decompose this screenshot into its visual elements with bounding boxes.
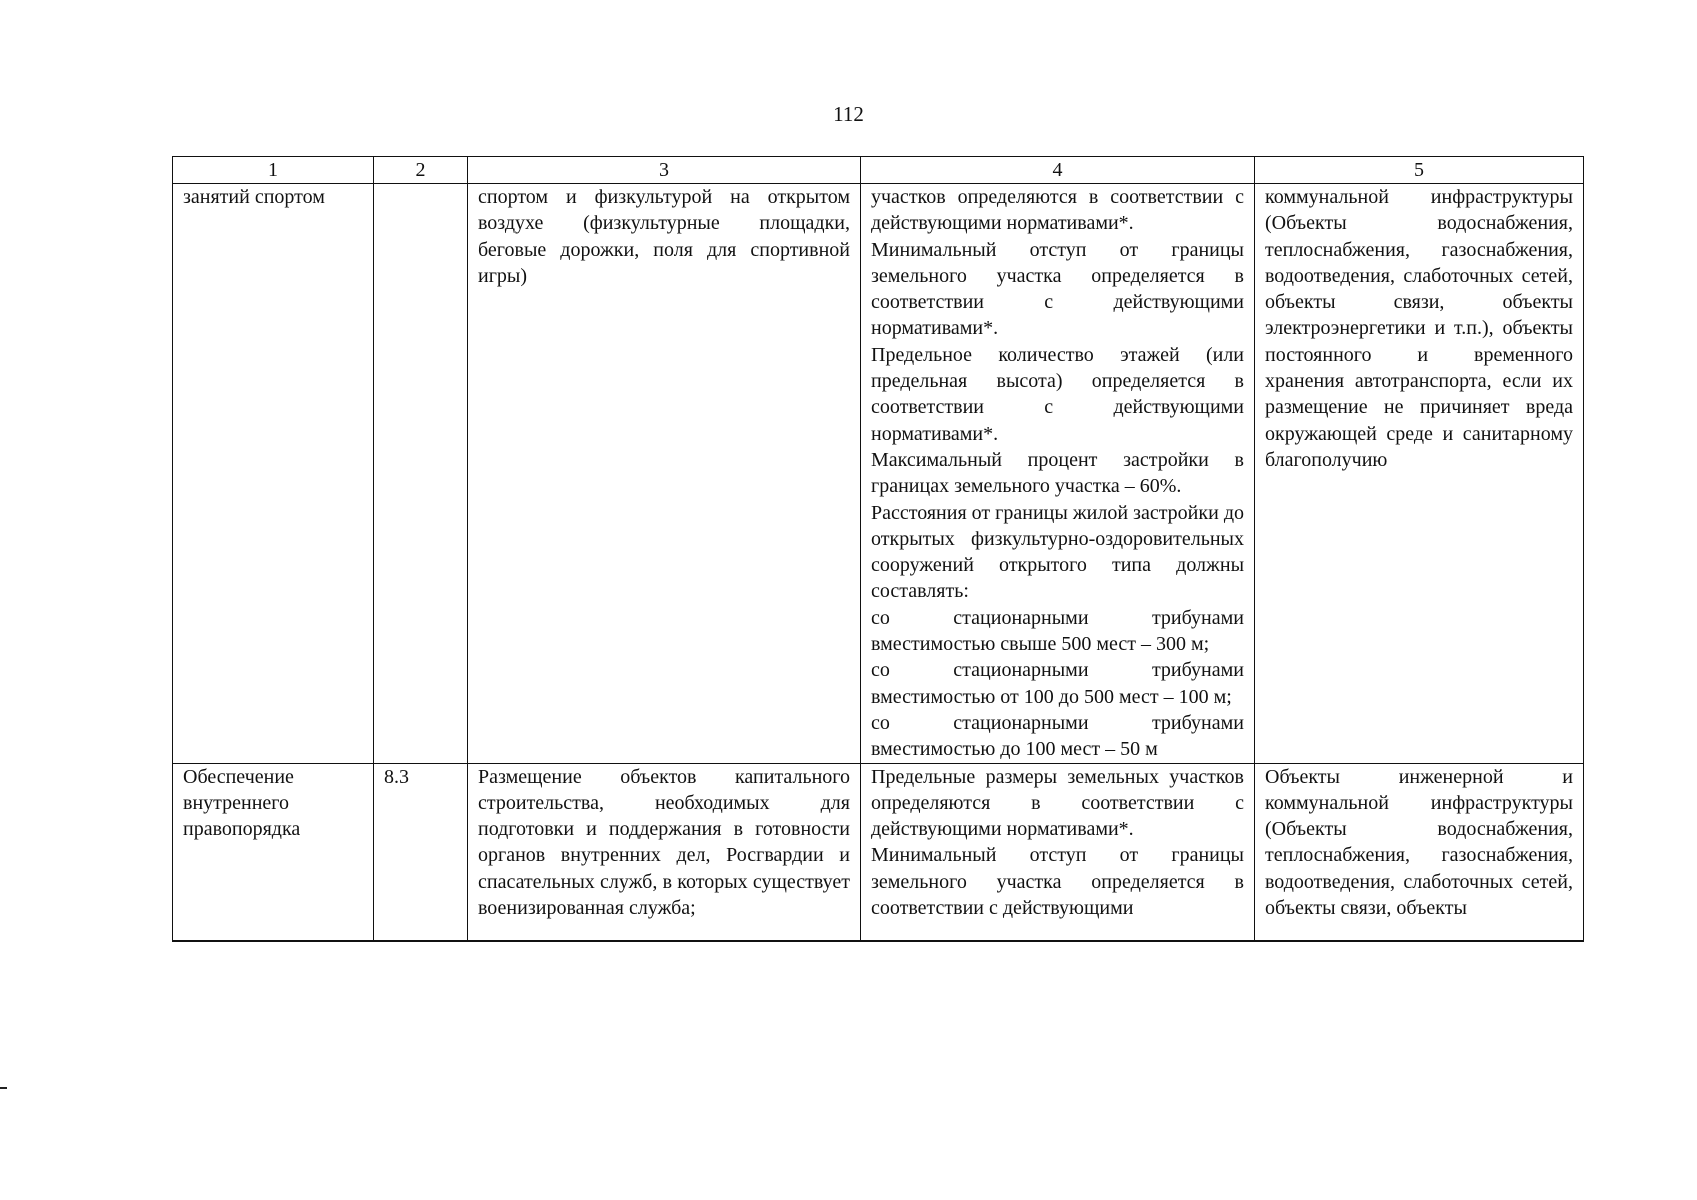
cell-parameters — [861, 184, 1255, 764]
cell-code — [374, 184, 468, 764]
cell-text: спортом и физкультурой на открытом воздухе (физкультурные площадки, беговые дорожки, поля для спортивной игры) — [478, 186, 850, 287]
header-col-3: 3 — [468, 157, 861, 184]
cell-activity-name — [173, 184, 374, 764]
table-row — [173, 763, 1584, 941]
header-col-2: 2 — [374, 157, 468, 184]
cell-auxiliary-uses — [1255, 184, 1584, 764]
cell-text: коммунальной инфраструктуры (Объекты водоснабжения, теплоснабжения, газоснабжения, водоотведения, слаботочных сетей, объекты связи, объекты электроэнергетики и т.п.), объекты постоянного и временного хранения автотранспорта, если их размещение не причиняет вреда окружающей среде и санитарному благополучию — [1265, 186, 1573, 471]
page-number: 112 — [833, 102, 864, 126]
cell-text: Объекты инженерной и коммунальной инфраструктуры (Объекты водоснабжения, теплоснабжения, газоснабжения, водоотведения, слаботочных сетей, объекты связи, объекты — [1265, 765, 1573, 920]
cell-auxiliary-uses — [1255, 763, 1584, 941]
cell-description — [468, 184, 861, 764]
header-col-5: 5 — [1255, 157, 1584, 184]
cell-parameters — [861, 763, 1255, 941]
table-row — [173, 184, 1584, 764]
cell-text: 8.3 — [384, 765, 409, 788]
header-col-4: 4 — [861, 157, 1255, 184]
cell-activity-name — [173, 763, 374, 941]
cell-text: участков определяются в соответствии с действующими нормативами*. Минимальный отступ от границы земельного участка определяется в соответствии с действующими нормативами*. Предельное количество этажей (или предельная высота) определяется в соответствии с действующими нормативами*. Максимальный процент застройки в границах земельного участка – 60%. Расстояния от границы жилой застройки до открытых физкультурно-оздоровительных сооружений открытого типа должны составлять: со стационарными трибунами вместимостью свыше 500 мест – 300 м; со стационарными трибунами вместимостью от 100 до 500 мест – 100 м; со стационарными трибунами вместимостью до 100 мест – 50 м — [871, 186, 1244, 761]
cell-text: Обеспечение внутреннего правопорядка — [183, 765, 301, 841]
cell-text: Размещение объектов капитального строительства, необходимых для подготовки и поддержания в готовности органов внутренних дел, Росгвардии и спасательных служб, в которых существует военизированная служба; — [478, 765, 850, 920]
regulations-table — [172, 156, 1584, 942]
cell-text: Предельные размеры земельных участков определяются в соответствии с действующими нормативами*. Минимальный отступ от границы земельного участка определяется в соответствии с действующими — [871, 765, 1244, 920]
margin-mark — [0, 1087, 7, 1089]
cell-description — [468, 763, 861, 941]
cell-text: занятий спортом — [183, 186, 325, 208]
header-col-1: 1 — [173, 157, 374, 184]
cell-code — [374, 763, 468, 941]
table-header-row — [173, 157, 1584, 184]
